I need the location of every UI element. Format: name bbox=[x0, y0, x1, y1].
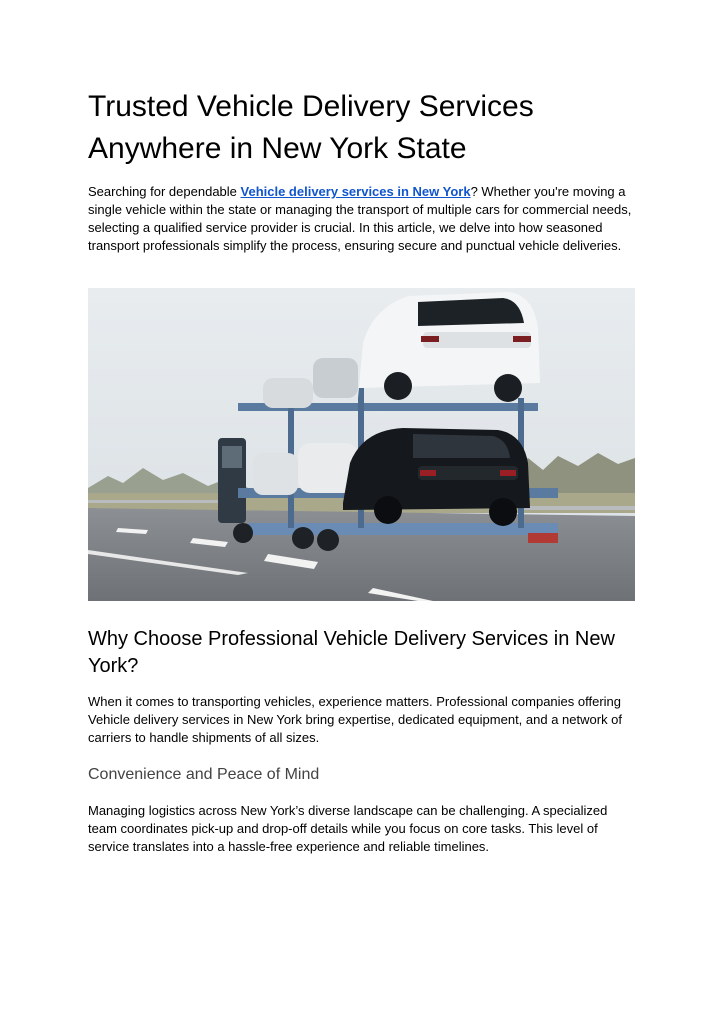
intro-text-before: Searching for dependable bbox=[88, 184, 241, 199]
car-carrier-truck-photo bbox=[88, 288, 635, 601]
subsection-paragraph-convenience: Managing logistics across New York’s diverse landscape can be challenging. A specialized team coordinates pick-up and drop-off details while you focus on core tasks. This level of service translates into a hassle-free experience and reliable timelines. bbox=[88, 803, 608, 854]
page-title: Trusted Vehicle Delivery Services Anywhere in New York State bbox=[88, 90, 534, 165]
section-heading-why-choose: Why Choose Professional Vehicle Delivery Services in New York? bbox=[88, 628, 615, 677]
intro-paragraph bbox=[88, 183, 636, 255]
subsection-heading-convenience: Convenience and Peace of Mind bbox=[88, 766, 320, 783]
intro-text-after: ? Whether you're moving a single vehicle within the state or managing the transport of multiple cars for commercial needs, selecting a qualified service provider is crucial. In this article, we delve into how seasoned transport professionals simplify the process, ensuring secure and punctual vehicle deliveries. bbox=[88, 184, 632, 253]
vehicle-delivery-link[interactable]: Vehicle delivery services in New York bbox=[240, 184, 471, 199]
section-paragraph-why-choose: When it comes to transporting vehicles, experience matters. Professional companies offering Vehicle delivery services in New York bring expertise, dedicated equipment, and a network of carriers to handle shipments of all sizes. bbox=[88, 694, 623, 745]
